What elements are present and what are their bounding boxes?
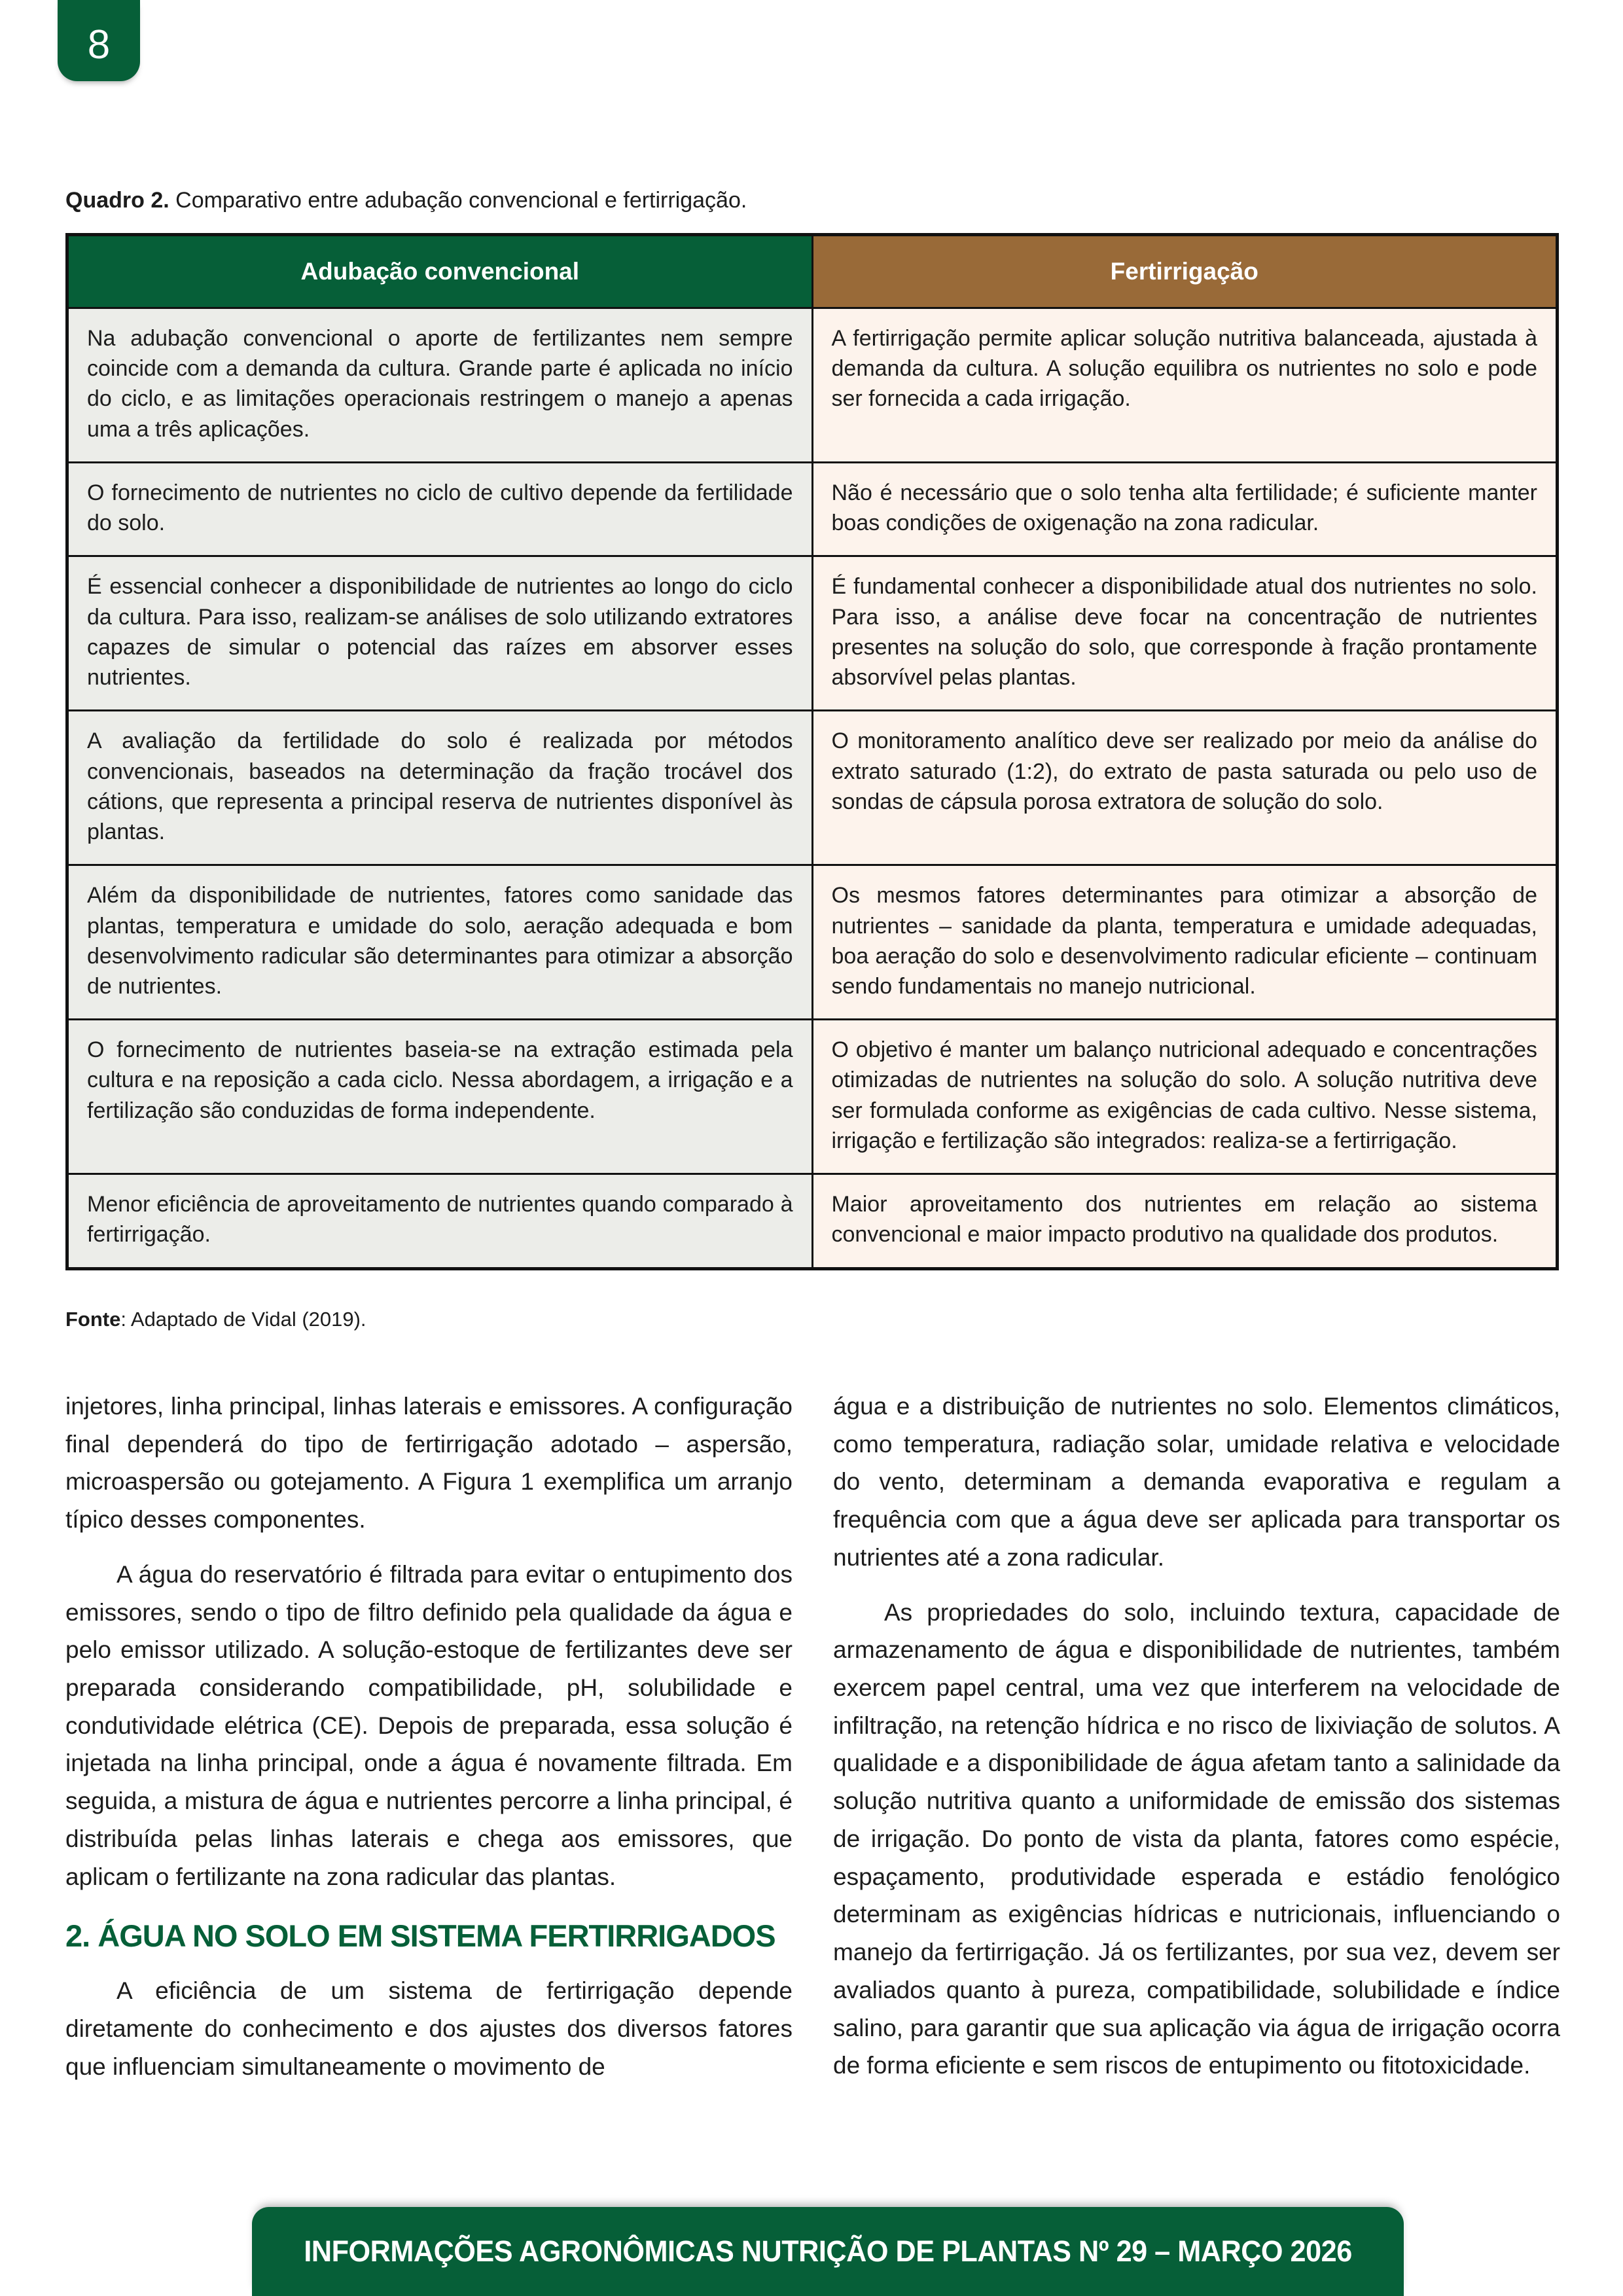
article-right-column [833,1388,1560,2103]
paragraph: A eficiência de um sistema de fertirrigação depende diretamente do conhecimento e dos ajustes dos diversos fatores que influenciam simultaneamente o movimento de [65,1977,793,2080]
table-header-conventional: Adubação convencional [67,235,813,308]
table-caption [65,187,1559,214]
table-cell: O objetivo é manter um balanço nutricional adequado e concentrações otimizadas de nutrientes na solução do solo. A solução nutritiva deve ser formulada conforme as exigências de cada cultivo. Nesse sistema, irrigação e fertilização são integrados: realiza-se a fertirrigação. [812,1020,1558,1174]
table-cell: Os mesmos fatores determinantes para otimizar a absorção de nutrientes – sanidade da planta, temperatura e umidade adequadas, boa aeração do solo e desenvolvimento radicular eficiente – continuam sendo fundamentais no manejo nutricional. [812,865,1558,1020]
table-cell: Não é necessário que o solo tenha alta fertilidade; é suficiente manter boas condições de oxigenação na zona radicular. [812,462,1558,556]
paragraph: A água do reservatório é filtrada para evitar o entupimento dos emissores, sendo o tipo de filtro definido pela qualidade da água e pelo emissor utilizado. A solução-estoque de fertilizantes deve ser preparada considerando compatibilidade, pH, solubilidade e condutividade elétrica (CE). Depois de preparada, essa solução é injetada na linha principal, onde a água é novamente filtrada. Em seguida, a mistura de água e nutrientes percorre a linha principal, é distribuída pelas linhas laterais e chega aos emissores, que aplicam o fertilizante na zona radicular das plantas. [65,1560,793,1890]
table-row [67,865,1558,1020]
table-header-row [67,235,1558,308]
table-row [67,1174,1558,1268]
table-row [67,1020,1558,1174]
paragraph: As propriedades do solo, incluindo textura, capacidade de armazenamento de água e disponibilidade de nutrientes, também exercem papel central, uma vez que interferem na velocidade de infiltração, na retenção hídrica e no risco de lixiviação de solutos. A qualidade e a disponibilidade de água afetam tanto a salinidade da solução nutritiva quanto a uniformidade de emissão dos sistemas de irrigação. Do ponto de vista da planta, fatores como espécie, espaçamento, produtividade esperada e estádio fenológico determinam as exigências hídricas e nutricionais, influenciando o manejo da fertirrigação. Já os fertilizantes, por sua vez, devem ser avaliados quanto à pureza, compatibilidade, solubilidade e índice salino, para garantir que sua aplicação via água de irrigação ocorra de forma eficiente e sem riscos de entupimento ou fitotoxicidade. [833,1598,1560,2079]
source-note-label: Fonte [65,1308,121,1331]
table-row [67,462,1558,556]
section-heading: 2. ÁGUA NO SOLO EM SISTEMA FERTIRRIGADOS [65,1918,776,1954]
paragraph: injetores, linha principal, linhas laterais e emissores. A configuração final dependerá do tipo de fertirrigação adotado – aspersão, microaspersão ou gotejamento. A Figura 1 exemplifica um arranjo típico desses componentes. [65,1393,793,1534]
footer-text: INFORMAÇÕES AGRONÔMICAS NUTRIÇÃO DE PLANTAS Nº 29 – MARÇO 2026 [304,2234,1352,2268]
table-cell: O monitoramento analítico deve ser realizado por meio da análise do extrato saturado (1:2), do extrato de pasta saturada ou pelo uso de sondas de cápsula porosa extratora de solução do solo. [812,711,1558,865]
table-cell: A avaliação da fertilidade do solo é realizada por métodos convencionais, baseados na determinação da fração trocável dos cátions, que representa a principal reserva de nutrientes disponível às plantas. [67,711,813,865]
table-cell: Menor eficiência de aproveitamento de nutrientes quando comparado à fertirrigação. [67,1174,813,1268]
table-row [67,556,1558,711]
caption-label: Quadro 2. [65,188,169,213]
table-cell: É essencial conhecer a disponibilidade de nutrientes ao longo do ciclo da cultura. Para isso, realizam-se análises de solo utilizando extratores capazes de simular o potencial das raízes em absorver esses nutrientes. [67,556,813,711]
source-note [65,1308,366,1331]
table-cell: É fundamental conhecer a disponibilidade atual dos nutrientes no solo. Para isso, a análise deve focar na concentração de nutrientes presentes na solução do solo, que corresponde à fração prontamente absorvível pelas plantas. [812,556,1558,711]
table-cell: Na adubação convencional o aporte de fertilizantes nem sempre coincide com a demanda da cultura. Grande parte é aplicada no início do ciclo, e as limitações operacionais restringem o manejo a apenas uma a três aplicações. [67,308,813,463]
table-cell: Maior aproveitamento dos nutrientes em relação ao sistema convencional e maior impacto produtivo na qualidade dos produtos. [812,1174,1558,1268]
page-number-tab [58,0,140,81]
table-cell: Além da disponibilidade de nutrientes, fatores como sanidade das plantas, temperatura e umidade do solo, aeração adequada e bom desenvolvimento radicular são determinantes para otimizar a absorção de nutrientes. [67,865,813,1020]
source-note-text: : Adaptado de Vidal (2019). [120,1308,366,1331]
table-cell: O fornecimento de nutrientes baseia-se na extração estimada pela cultura e na reposição a cada ciclo. Nessa abordagem, a irrigação e a fertilização são conduzidas de forma independente. [67,1020,813,1174]
caption-text: Comparativo entre adubação convencional e fertirrigação. [169,188,747,213]
paragraph: água e a distribuição de nutrientes no solo. Elementos climáticos, como temperatura, radiação solar, umidade relativa e velocidade do vento, determinam a demanda evaporativa e regulam a frequência com que a água deve ser aplicada para transportar os nutrientes até a zona radicular. [833,1393,1560,1571]
article-left-column [65,1388,793,2103]
table-cell: A fertirrigação permite aplicar solução nutritiva balanceada, ajustada à demanda da cultura. A solução equilibra os nutrientes no solo e pode ser fornecida a cada irrigação. [812,308,1558,463]
footer-bar [252,2207,1404,2296]
table-header-fertigation: Fertirrigação [812,235,1558,308]
table-cell: O fornecimento de nutrientes no ciclo de cultivo depende da fertilidade do solo. [67,462,813,556]
comparison-table [65,233,1559,1270]
table-row [67,711,1558,865]
article-body [65,1388,1560,2103]
table-row [67,308,1558,463]
page-number: 8 [87,22,111,67]
